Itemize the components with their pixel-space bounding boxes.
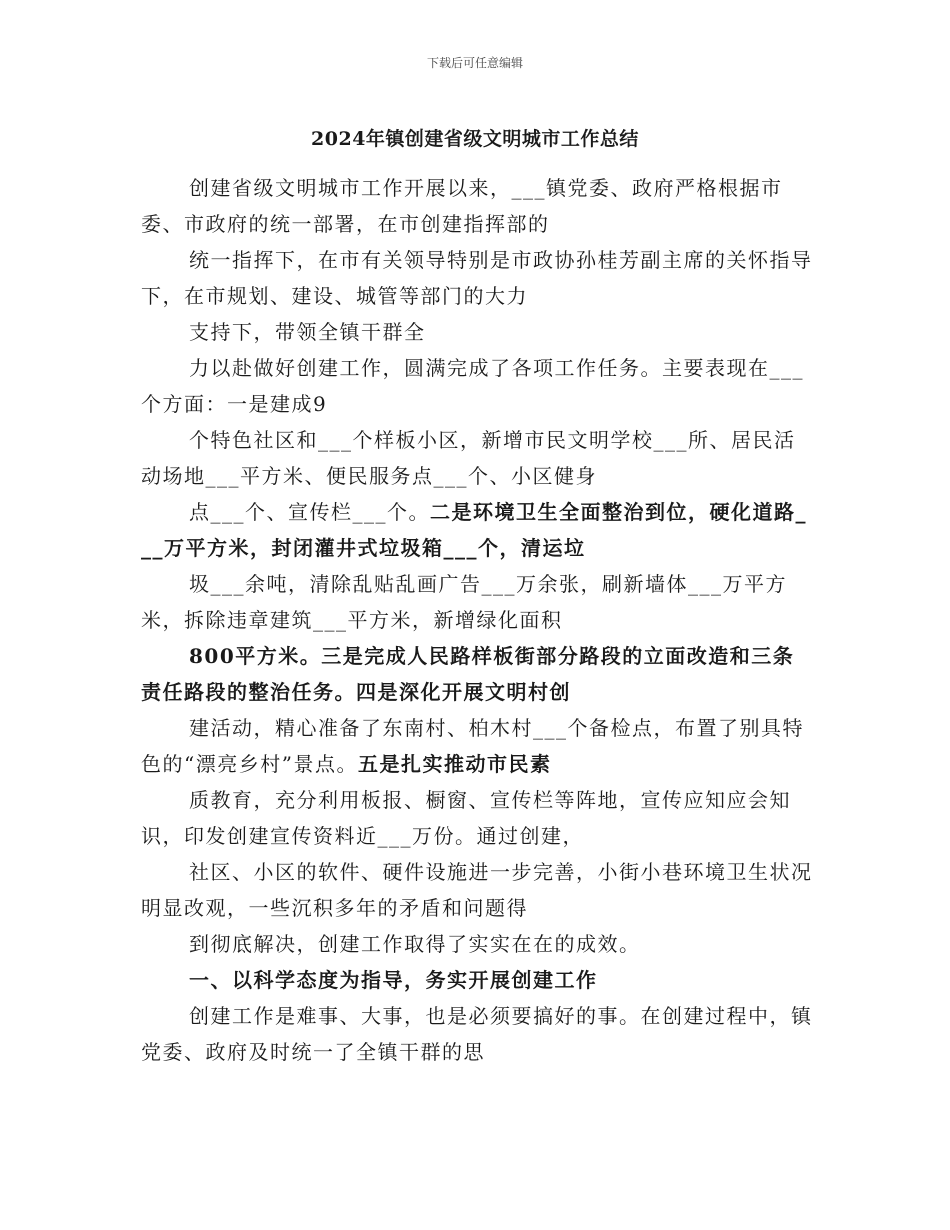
paragraph-text: 创建省级文明城市工作开展以来，___镇党委、政府严格根据市委、市政府的统一部署，在市创建指挥部的: [141, 176, 783, 236]
paragraph-bold-text: 二是环境卫生全面整治到位，硬化道路___万平方米，封闭灌井式垃圾箱___个，清运垃: [141, 500, 807, 560]
section-heading-text: 一、以科学态度为指导，务实开展创建工作: [189, 968, 598, 992]
paragraph: [141, 998, 813, 1070]
paragraph-text: 个特色社区和___个样板小区，新增市民文明学校___所、居民活动场地___平方米、便民服务点___个、小区健身: [141, 428, 796, 488]
paragraph-text: 圾___余吨，清除乱贴乱画广告___万余张，刷新墙体___万平方米，拆除违章建筑___平方米，新增绿化面积: [141, 572, 787, 632]
paragraph: [141, 710, 813, 782]
paragraph: [141, 494, 813, 566]
paragraph: [141, 170, 813, 242]
paragraph-text: 创建工作是难事、大事，也是必须要搞好的事。在创建过程中，镇党委、政府及时统一了全镇干群的思: [141, 1004, 813, 1064]
paragraph: [141, 422, 813, 494]
document-body: [141, 170, 813, 1070]
paragraph: [141, 854, 813, 926]
paragraph: [141, 926, 813, 962]
paragraph-bold-text: 五是扎实推动市民素: [357, 752, 552, 776]
paragraph-text: 到彻底解决，创建工作取得了实实在在的成效。: [189, 932, 641, 956]
paragraph-text: 统一指挥下，在市有关领导特别是市政协孙桂芳副主席的关怀指导下，在市规划、建设、城管等部门的大力: [141, 248, 813, 308]
paragraph: [141, 314, 813, 350]
paragraph-text: 社区、小区的软件、硬件设施进一步完善，小街小巷环境卫生状况明显改观，一些沉积多年的矛盾和问题得: [141, 860, 813, 920]
paragraph-text: 质教育，充分利用板报、橱窗、宣传栏等阵地，宣传应知应会知识，印发创建宣传资料近___万份。通过创建，: [141, 788, 791, 848]
paragraph: [141, 566, 813, 638]
document-title: 2024年镇创建省级文明城市工作总结: [311, 128, 639, 150]
header-note: 下载后可任意编辑: [426, 56, 523, 70]
paragraph: [141, 782, 813, 854]
section-heading: [141, 962, 813, 998]
paragraph: [141, 638, 813, 710]
paragraph: [141, 350, 813, 422]
paragraph: [141, 242, 813, 314]
paragraph-text: 支持下，带领全镇干群全: [189, 320, 426, 344]
paragraph-text: 建活动，精心准备了东南村、柏木村___个备检点，布置了别具特色的“漂亮乡村”景点。: [141, 716, 804, 776]
paragraph-text: 点___个、宣传栏___个。: [189, 500, 430, 524]
paragraph-bold-text: 800平方米。三是完成人民路样板街部分路段的立面改造和三条责任路段的整治任务。四是深化开展文明村创: [141, 644, 795, 704]
paragraph-text: 力以赴做好创建工作，圆满完成了各项工作任务。主要表现在___个方面：一是建成9: [141, 356, 804, 416]
